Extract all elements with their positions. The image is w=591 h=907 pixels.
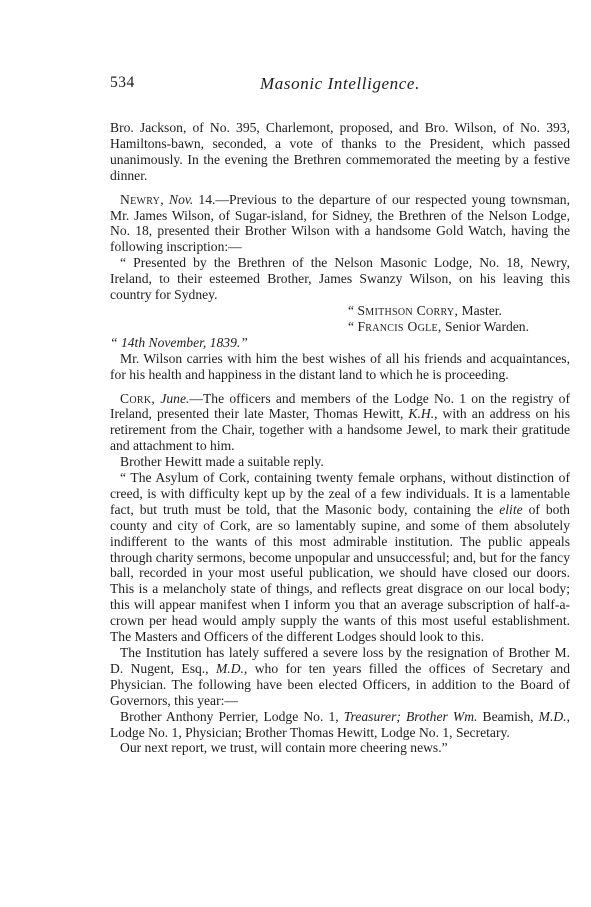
paragraph-closing: Our next report, we trust, will contain more cheering news.”: [120, 740, 448, 756]
word-elite: elite: [499, 501, 523, 517]
paragraph-charlemont-vote: Bro. Jackson, of No. 395, Charlemont, proposed, and Bro. Wilson, of No. 393, Hamiltons-bawn, seconded, a vote of thanks to the President, which passed unanimously. In the evening the Brethren commemorated the meeting by a festive dinner.: [110, 120, 570, 183]
paragraph-asylum: [110, 470, 570, 645]
running-title: Masonic Intelligence.: [260, 74, 420, 93]
page-number: 534: [110, 74, 135, 91]
title-md: M.D.: [215, 660, 244, 676]
officers-text-a: Brother Anthony Perrier, Lodge No. 1,: [120, 708, 344, 724]
institution-text-a: The Institution has lately suffered a severe loss by the resignation of Brother M. D. Nugent, Esq.,: [110, 645, 570, 676]
asylum-text-a: “ The Asylum of Cork, containing twenty female orphans, without distinction of creed, is with difficulty kept up by the zeal of a few individuals. It is a lamentable fact, but truth must be told, that the Masonic body, containing the: [110, 470, 570, 517]
paragraph-newry-intro: [110, 192, 570, 256]
signature-master: [110, 303, 570, 319]
place-newry: Newry,: [120, 191, 164, 207]
signatory-ogle: Francis Ogle,: [357, 318, 442, 334]
asylum-text-b: of both county and city of Cork, are so lamentably supine, and some of them absolutely indifferent to the wants of this most admirable institution. The public appeals through charity sermons, become unpopular and unsuccessful; and, but for the fancy ball, recorded in your most useful publication, we should have closed our doors. This is a melancholy state of things, and reflects great disgrace on our local body; this will appear manifest when I inform you that an average subscription of half-a-crown per head would amply supply the wants of this most useful establishment. The Masters and Officers of the different Lodges should look to this.: [110, 501, 570, 645]
inscription-date: “ 14th November, 1839.”: [110, 334, 248, 350]
paragraph-wilson-wishes: Mr. Wilson carries with him the best wishes of all his friends and acquaintances, for his health and happiness in the distant land to which he is proceeding.: [110, 350, 570, 382]
newry-text: 14.—Previous to the departure of our respected young townsman, Mr. James Wilson, of Sugar-island, for Sidney, the Brethren of the Nelson Lodge, No. 18, presented their Brother Wilson with a handsome Gold Watch, having the following inscription:—: [110, 191, 570, 255]
cork-text-a: —The officers and members of the Lodge No. 1 on the registry of Ireland, presented their late Master, Thomas Hewitt,: [110, 390, 571, 422]
paragraph-cork-intro: [110, 391, 570, 455]
date-june: June.: [160, 390, 190, 406]
paragraph-institution-loss: [110, 645, 570, 709]
institution-text-b: , who for ten years filled the offices of Secretary and Physician. The following have been elected Officers, in addition to the Board of Governors, this year:—: [110, 660, 570, 708]
officers-text-b: Beamish,: [477, 708, 539, 724]
signature-quote: “: [348, 302, 358, 318]
article-body: [110, 120, 570, 756]
paragraph-hewitt-reply: Brother Hewitt made a suitable reply.: [120, 454, 324, 470]
page-header: [110, 74, 570, 96]
officers-text-c: , Lodge No. 1, Physician; Brother Thomas Hewitt, Lodge No. 1, Secretary.: [110, 708, 570, 740]
paragraph-officers: [110, 709, 570, 741]
title-kh: K.H.: [408, 406, 435, 422]
date-nov: Nov.: [169, 191, 194, 207]
signatory-role: Senior Warden.: [441, 318, 529, 334]
signatory-role: Master.: [458, 302, 502, 318]
paragraph-inscription: “ Presented by the Brethren of the Nelson Masonic Lodge, No. 18, Newry, Ireland, to their esteemed Brother, James Swanzy Wilson, on his leaving this country for Sydney.: [110, 255, 570, 303]
signatory-corry: Smithson Corry,: [357, 302, 459, 318]
title-md: M.D.: [538, 708, 567, 724]
cork-text-b: , with an address on his retirement from the Chair, together with a handsome Jewel, to mark their gratitude and attachment to him.: [110, 406, 570, 454]
signature-warden: [110, 319, 570, 335]
role-treasurer: Treasurer; Brother Wm.: [343, 708, 478, 724]
place-cork: Cork,: [120, 390, 156, 406]
signature-quote: “: [348, 318, 358, 334]
